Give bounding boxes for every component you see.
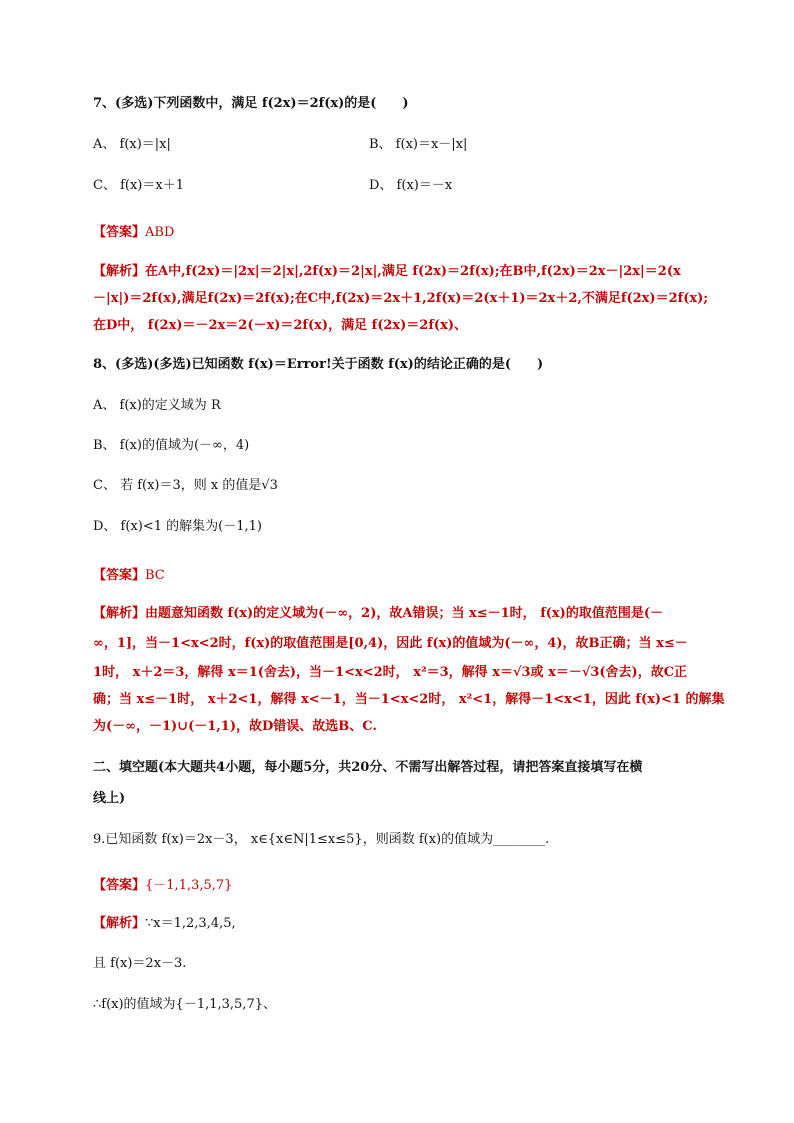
q7-option-d: D、 f(x)＝－x — [369, 178, 453, 193]
q8-option-b: B、 f(x)的值域为(－∞，4) — [93, 438, 250, 453]
q8-analysis-line-3: 1时， x＋2＝3，解得 x＝1(舍去)，当－1<x<2时， x²＝3，解得 x＝√3或 x＝－√3(舍去)，故C正 — [93, 665, 688, 680]
analysis-tag: 【解析】 — [93, 916, 146, 931]
section-heading-line-1: 二、填空题(本大题共4小题，每小题5分，共20分、不需写出解答过程，请把答案直接填写在横 — [93, 760, 643, 775]
q8-option-c: C、 若 f(x)＝3，则 x 的值是√3 — [93, 478, 278, 493]
q8-analysis-line-4: 确；当 x≤－1时， x＋2<1，解得 x<－1，当－1<x<2时， x²<1，解得－1<x<1，因此 f(x)<1 的解集 — [93, 692, 725, 707]
q7-option-a: A、 f(x)＝|x| — [93, 137, 171, 152]
q9-analysis-line-1 — [93, 914, 713, 934]
analysis-tag: 【解析】 — [93, 606, 146, 621]
answer-value: BC — [145, 568, 165, 583]
q8-stem: 8、(多选)(多选)已知函数 f(x)＝Error!关于函数 f(x)的结论正确的是( ) — [93, 357, 544, 372]
answer-value: ABD — [145, 225, 175, 240]
q8-analysis-line-2: ∞，1]，当－1<x<2时，f(x)的取值范围是[0,4)，因此 f(x)的值域为(－∞，4)，故B正确；当 x≤－ — [93, 636, 688, 651]
analysis-text: ∵x＝1,2,3,4,5, — [145, 916, 236, 931]
answer-tag: 【答案】 — [93, 878, 146, 893]
answer-tag: 【答案】 — [93, 225, 146, 240]
q7-analysis-line-2: －|x|)＝2f(x),满足f(2x)＝2f(x);在C中,f(2x)＝2x＋1,2f(x)＝2(x＋1)＝2x＋2,不满足f(2x)＝2f(x); — [93, 291, 709, 306]
q7-stem: 7、(多选)下列函数中，满足 f(2x)＝2f(x)的是( ) — [93, 96, 409, 111]
analysis-text: 由题意知函数 f(x)的定义域为(－∞，2)，故A错误；当 x≤－1时， f(x)的取值范围是(－ — [145, 606, 663, 621]
q8-analysis-line-1 — [93, 604, 713, 624]
q8-option-d: D、 f(x)<1 的解集为(－1,1) — [93, 519, 262, 534]
answer-value: {－1,1,3,5,7} — [145, 878, 233, 893]
q7-analysis-line-3: 在D中， f(2x)＝－2x＝2(－x)＝2f(x)，满足 f(2x)＝2f(x)、 — [93, 318, 467, 333]
answer-tag: 【答案】 — [93, 568, 146, 583]
q8-answer — [93, 566, 713, 586]
q9-analysis-line-2: 且 f(x)＝2x－3. — [93, 956, 187, 971]
q7-analysis-line-1 — [93, 262, 713, 282]
q9-analysis-line-3: ∴f(x)的值域为{－1,1,3,5,7}、 — [93, 997, 276, 1012]
q8-analysis-line-5: 为(－∞，－1)∪(－1,1)，故D错误、故选B、C. — [93, 719, 377, 734]
q7-option-b: B、 f(x)＝x－|x| — [369, 137, 468, 152]
q7-answer — [93, 223, 713, 243]
q8-option-a: A、 f(x)的定义域为 R — [93, 398, 221, 413]
q7-option-c: C、 f(x)＝x＋1 — [93, 178, 184, 193]
q9-stem: 9.已知函数 f(x)＝2x－3， x∈{x∈N|1≤x≤5}，则函数 f(x)的值域为________. — [93, 832, 550, 847]
analysis-tag: 【解析】 — [93, 264, 146, 279]
analysis-text: 在A中,f(2x)＝|2x|＝2|x|,2f(x)＝2|x|,满足 f(2x)＝2f(x);在B中,f(2x)＝2x－|2x|＝2(x — [145, 264, 681, 279]
q9-answer — [93, 876, 713, 896]
section-heading-line-2: 线上) — [93, 791, 126, 806]
